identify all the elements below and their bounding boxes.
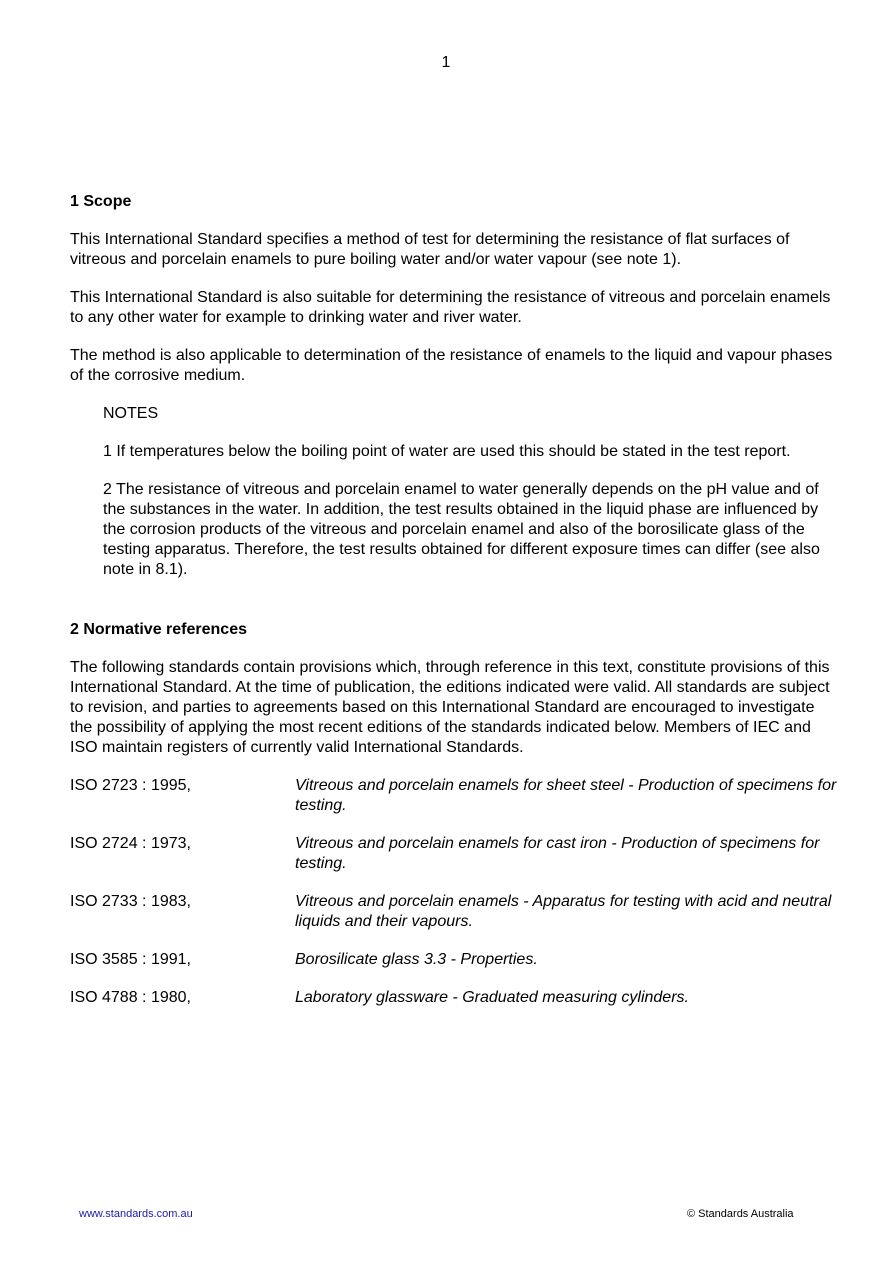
reference-item [70, 776, 840, 816]
reference-number: ISO 2723 : 1995, [70, 777, 191, 794]
note-2: 2 The resistance of vitreous and porcelain enamel to water generally depends on the pH value and of the substances in the water. In addition, the test results obtained in the liquid phase are influenced by the corrosion products of the vitreous and porcelain enamel and also of the borosilicate glass of the testing apparatus. Therefore, the test results obtained for different exposure times can differ (see also note in 8.1). [103, 481, 820, 578]
reference-item [70, 834, 840, 874]
reference-number: ISO 2724 : 1973, [70, 835, 191, 852]
reference-title: Vitreous and porcelain enamels - Apparatus for testing with acid and neutral liquids and their vapours. [295, 893, 832, 930]
reference-item [70, 892, 840, 932]
footer-copyright: © Standards Australia [687, 1208, 794, 1220]
reference-number: ISO 3585 : 1991, [70, 951, 191, 968]
section-heading-normative-references: 2 Normative references [70, 621, 247, 638]
notes-label: NOTES [103, 405, 159, 422]
page-number: 1 [441, 54, 451, 71]
scope-paragraph-1: This International Standard specifies a method of test for determining the resistance of flat surfaces of vitreous and porcelain enamels to pure boiling water and/or water vapour (see note 1). [70, 231, 790, 268]
scope-paragraph-2: This International Standard is also suitable for determining the resistance of vitreous and porcelain enamels to any other water for example to drinking water and river water. [70, 289, 831, 326]
document-body [70, 192, 840, 1026]
section-spacer [70, 598, 840, 620]
section-heading-scope: 1 Scope [70, 193, 132, 210]
reference-number: ISO 2733 : 1983, [70, 893, 191, 910]
reference-item [70, 988, 840, 1008]
footer-website-link[interactable]: www.standards.com.au [79, 1208, 193, 1220]
reference-title: Laboratory glassware - Graduated measuring cylinders. [295, 989, 689, 1006]
normative-paragraph: The following standards contain provisions which, through reference in this text, constitute provisions of this International Standard. At the time of publication, the editions indicated were valid. All standards are subject to revision, and parties to agreements based on this International Standard are encouraged to investigate the possibility of applying the most recent editions of the standards indicated below. Members of IEC and ISO maintain registers of currently valid International Standards. [70, 659, 830, 756]
reference-number: ISO 4788 : 1980, [70, 989, 191, 1006]
reference-title: Borosilicate glass 3.3 - Properties. [295, 951, 538, 968]
scope-paragraph-3: The method is also applicable to determination of the resistance of enamels to the liquid and vapour phases of the corrosive medium. [70, 347, 833, 384]
reference-item [70, 950, 840, 970]
reference-title: Vitreous and porcelain enamels for cast iron - Production of specimens for testing. [295, 835, 820, 872]
note-1: 1 If temperatures below the boiling point of water are used this should be stated in the test report. [103, 443, 791, 460]
reference-list [70, 776, 840, 1008]
reference-title: Vitreous and porcelain enamels for sheet steel - Production of specimens for testing. [295, 777, 837, 814]
